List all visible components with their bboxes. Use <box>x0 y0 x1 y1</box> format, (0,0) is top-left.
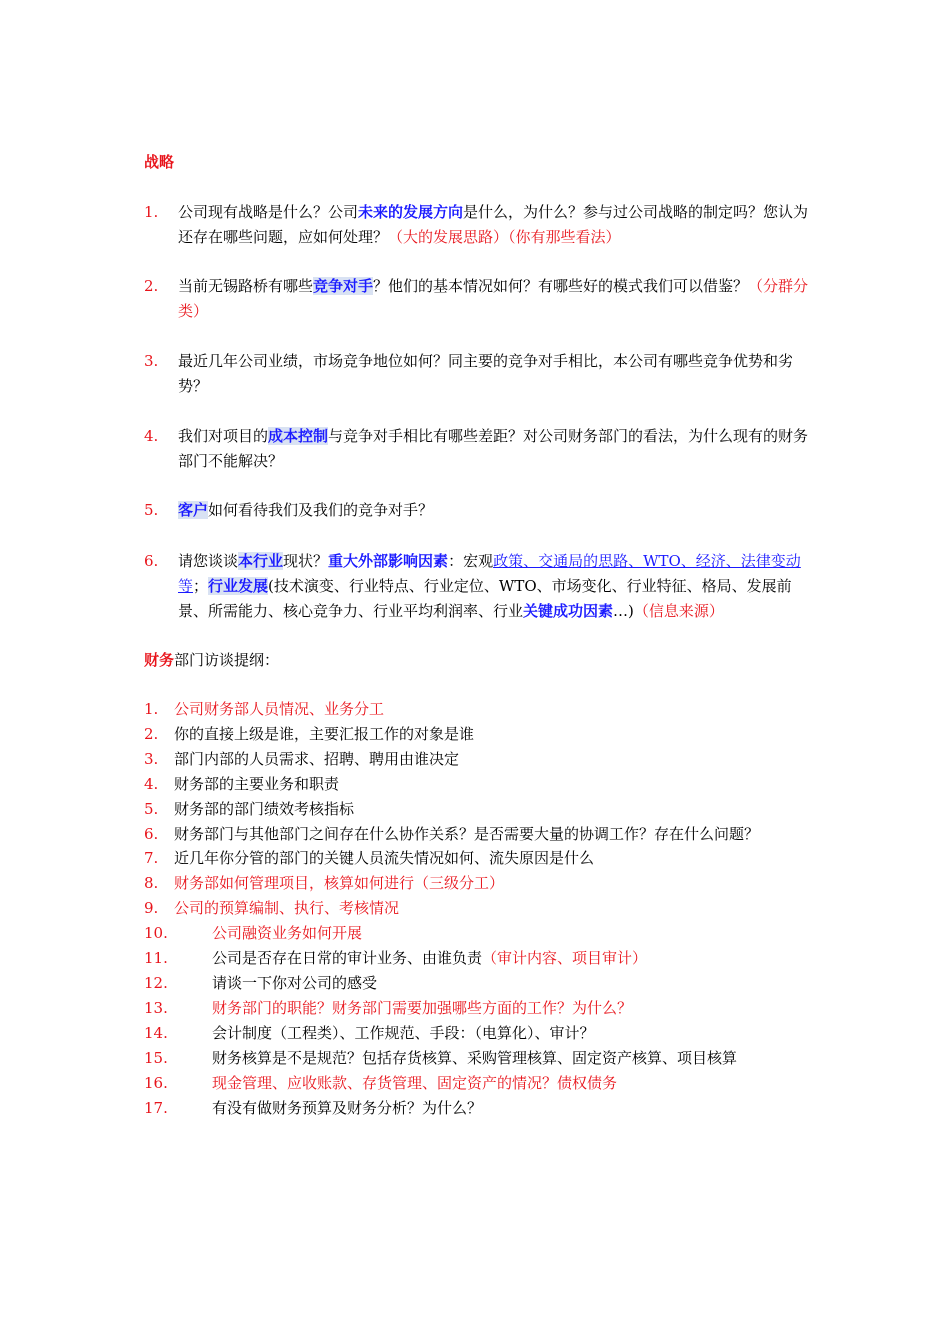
list-item: 15. 财务核算是不是规范？包括存货核算、采购管理核算、固定资产核算、项目核算 <box>144 1048 738 1067</box>
keyword: 未来的发展方向 <box>358 203 464 221</box>
list-item: 7. 近几年你分管的部门的关键人员流失情况如何、流失原因是什么 <box>144 849 595 868</box>
list-item: 16. 现金管理、应收账款、存货管理、固定资产的情况？债权债务 <box>144 1073 618 1092</box>
note: （信息来源） <box>633 602 724 620</box>
list-item: 1. 公司财务部人员情况、业务分工 <box>144 700 385 718</box>
keyword: 客户 <box>178 501 209 519</box>
section-title-strategy: 战略 <box>144 153 175 171</box>
strategy-question-6 <box>144 549 814 624</box>
list-item: 11. 公司是否存在日常的审计业务、由谁负责（审计内容、项目审计） <box>144 949 648 968</box>
keyword: 重大外部影响因素 <box>328 552 449 570</box>
note: （审计内容、项目审计） <box>482 949 648 968</box>
question-text: 最近几年公司业绩，市场竞争地位如何？同主要的竞争对手相比，本公司有哪些竞争优势和劣势？ <box>178 352 794 395</box>
finance-question-list <box>144 697 814 1120</box>
list-item: 13. 财务部门的职能？财务部门需要加强哪些方面的工作？为什么？ <box>144 998 633 1017</box>
link-text[interactable]: 政策、交通局的思路、WTO、经济、法律变动等 <box>178 552 801 595</box>
question-text: 我们对项目的成本控制与竞争对手相比有哪些差距？对公司财务部门的看法，为什么现有的财务部门不能解决？ <box>178 427 809 470</box>
question-number: 1. <box>144 203 159 221</box>
list-item: 8. 财务部如何管理项目，核算如何进行（三级分工） <box>144 874 505 893</box>
question-number: 4. <box>144 427 159 445</box>
strategy-question-2 <box>144 274 814 324</box>
question-number: 2. <box>144 277 159 295</box>
question-text: 公司现有战略是什么？公司未来的发展方向是什么，为什么？参与过公司战略的制定吗？您认为还存在哪些问题，应如何处理？（大的发展思路）（你有那些看法） <box>178 203 809 246</box>
question-number: 3. <box>144 352 159 370</box>
question-text: 请您谈谈本行业现状？重大外部影响因素：宏观政策、交通局的思路、WTO、经济、法律变动等；行业发展(技术演变、行业特点、行业定位、WTO、市场变化、行业特征、格局、发展前景、所需能力、核心竞争力、行业平均利润率、行业关键成功因素…)（信息来源） <box>178 552 801 620</box>
list-item: 9. 公司的预算编制、执行、考核情况 <box>144 899 400 918</box>
list-item: 6. 财务部门与其他部门之间存在什么协作关系？是否需要大量的协调工作？存在什么问题？ <box>144 824 760 843</box>
keyword: 竞争对手 <box>313 277 374 295</box>
list-item: 10. 公司融资业务如何开展 <box>144 924 363 943</box>
strategy-question-5 <box>144 498 814 523</box>
section-title-finance: 财务部门访谈提纲： <box>144 651 280 669</box>
question-text: 客户如何看待我们及我们的竞争对手？ <box>178 501 434 519</box>
keyword: 成本控制 <box>268 427 329 445</box>
question-number: 6. <box>144 552 159 570</box>
question-text: 当前无锡路桥有哪些竞争对手？他们的基本情况如何？有哪些好的模式我们可以借鉴？（分群分类） <box>178 277 809 320</box>
list-item: 17. 有没有做财务预算及财务分析？为什么？ <box>144 1098 483 1117</box>
keyword: 本行业 <box>238 552 284 570</box>
list-item: 14. 会计制度（工程类）、工作规范、手段：（电算化）、审计？ <box>144 1023 595 1042</box>
strategy-question-4 <box>144 424 814 474</box>
keyword: 关键成功因素 <box>523 602 614 620</box>
keyword: 行业发展 <box>208 577 269 595</box>
strategy-question-3 <box>144 349 814 399</box>
question-number: 5. <box>144 501 159 519</box>
list-item: 4. 财务部的主要业务和职责 <box>144 774 340 793</box>
strategy-question-1 <box>144 200 814 250</box>
list-item: 12. 请谈一下你对公司的感受 <box>144 973 378 992</box>
list-item: 5. 财务部的部门绩效考核指标 <box>144 799 355 818</box>
list-item: 3. 部门内部的人员需求、招聘、聘用由谁决定 <box>144 749 460 768</box>
note: （分群分类） <box>178 277 809 320</box>
note: （大的发展思路）（你有那些看法） <box>388 228 621 246</box>
list-item: 2. 你的直接上级是谁，主要汇报工作的对象是谁 <box>144 724 475 743</box>
